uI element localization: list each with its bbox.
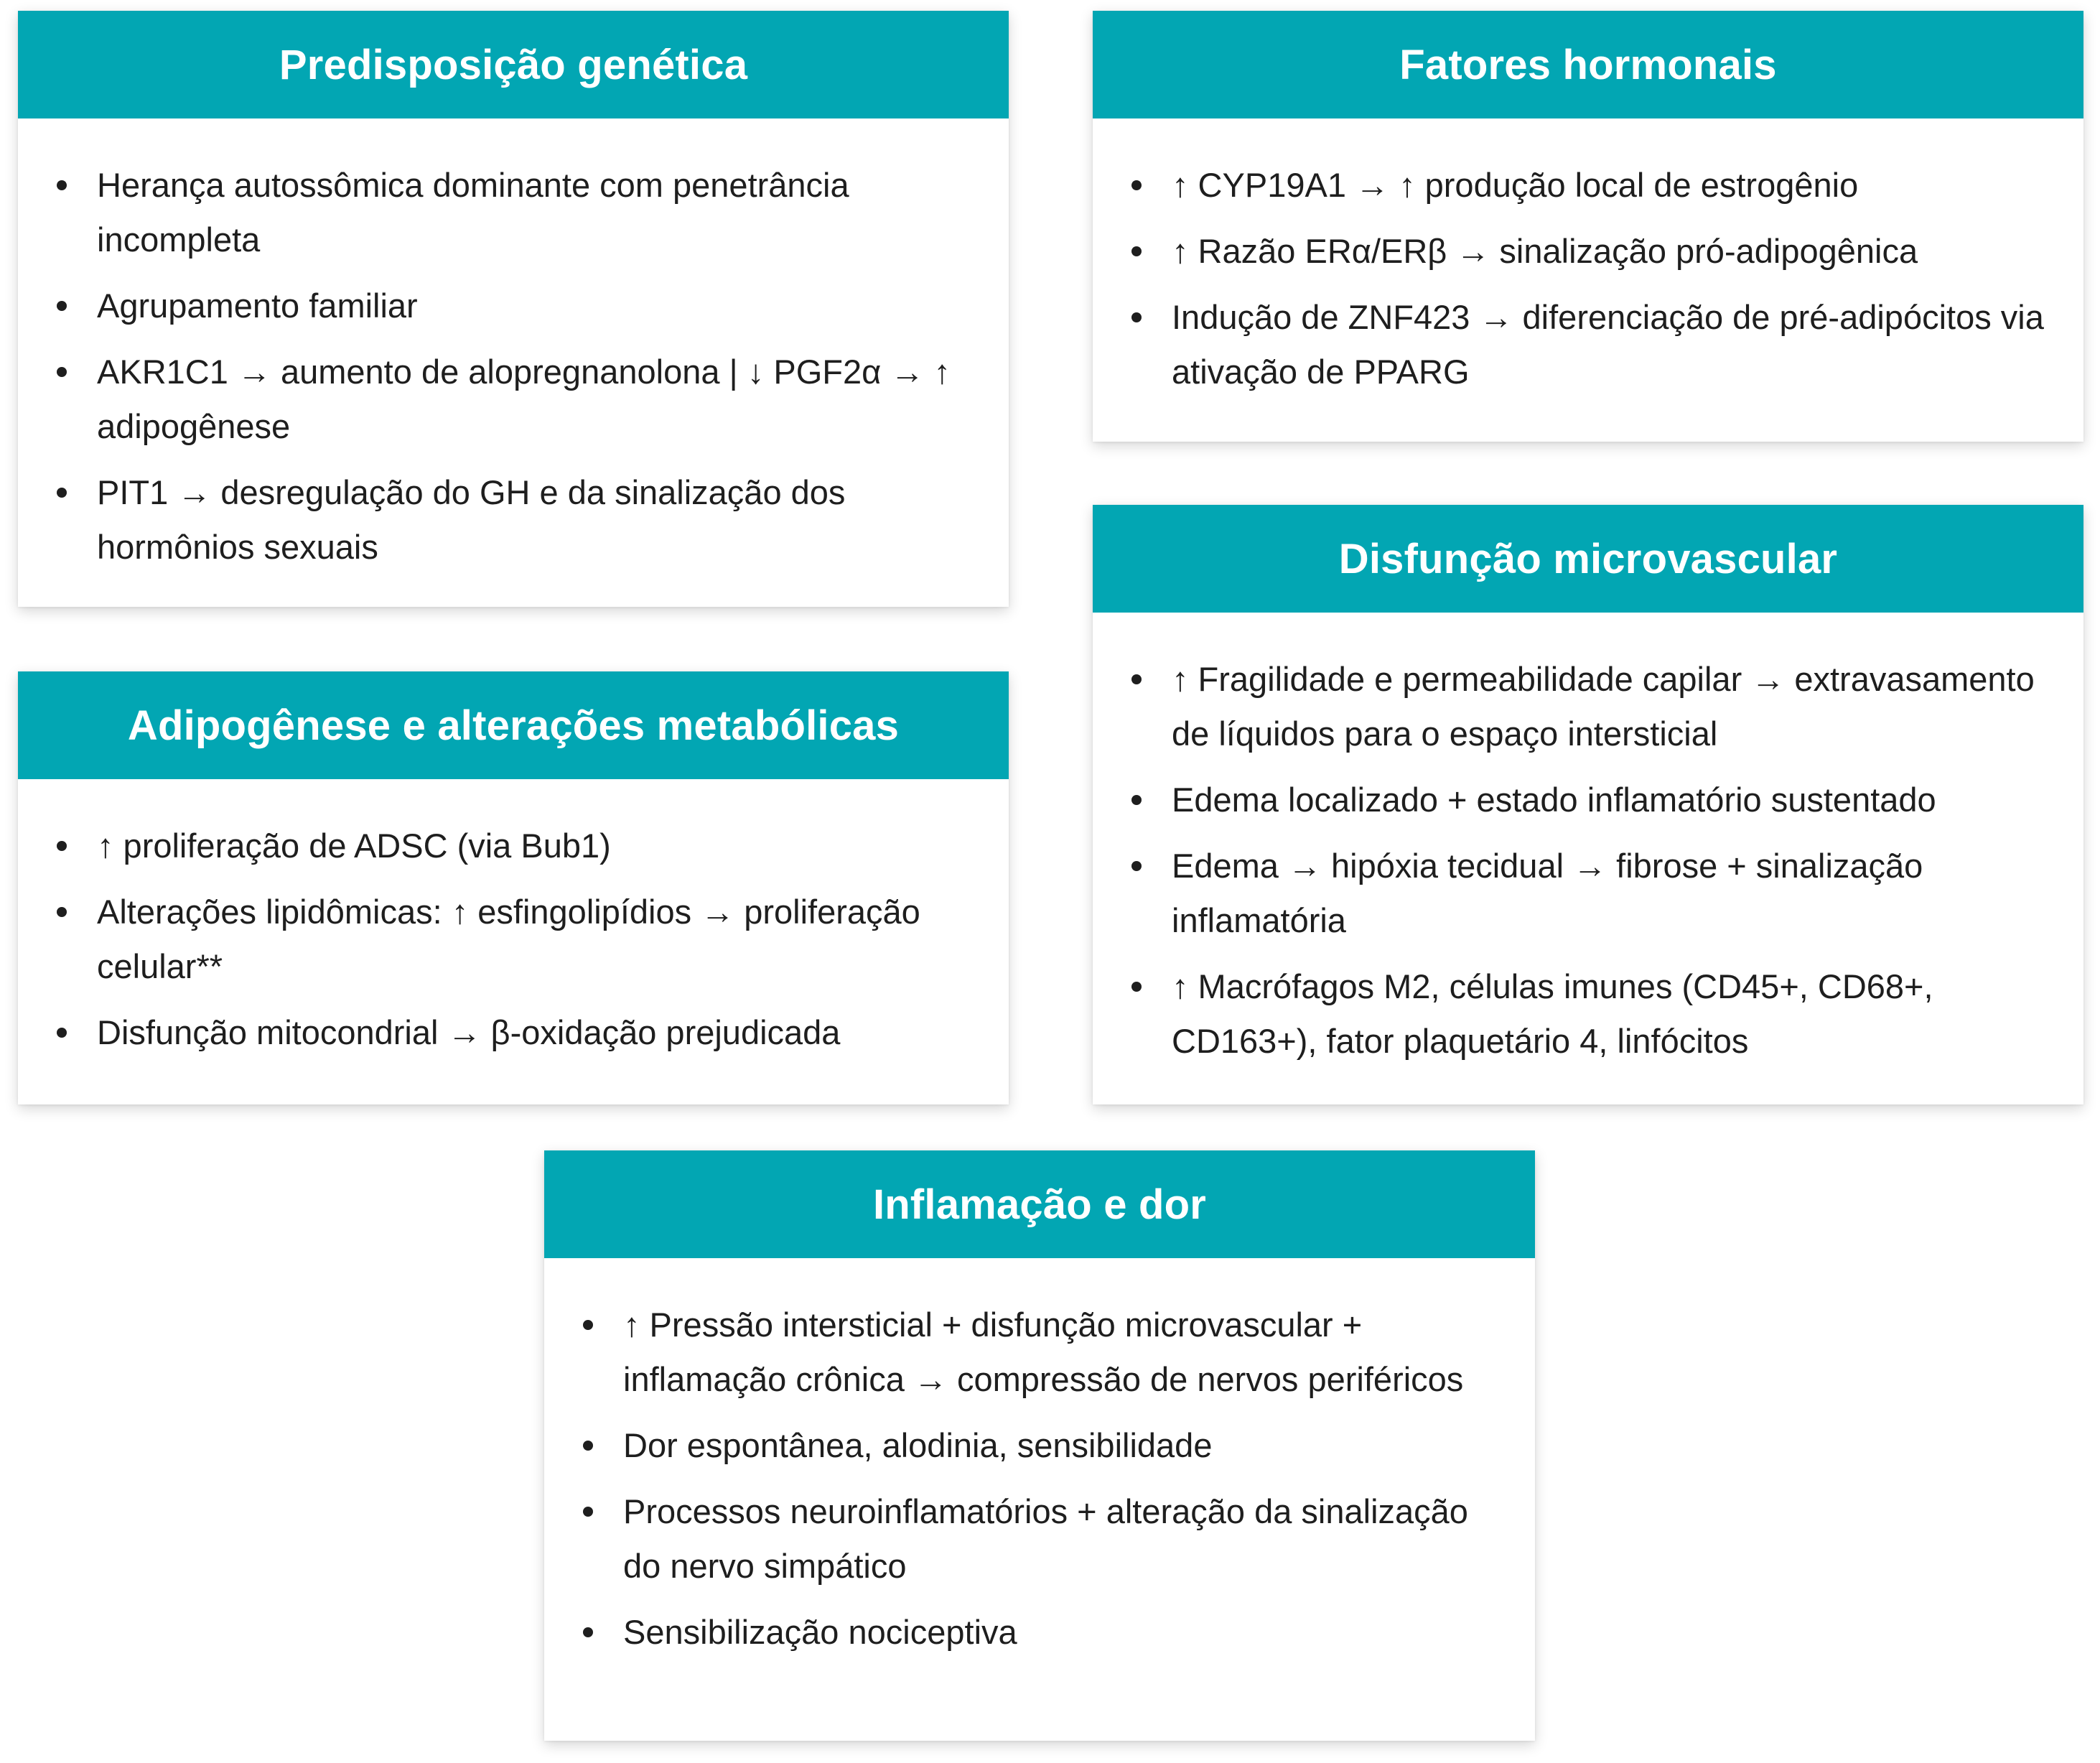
list-item: Edema localizado + estado inflamatório sustentado: [1172, 773, 2055, 827]
list-item: Disfunção mitocondrial → β-oxidação prejudicada: [97, 1005, 980, 1060]
item-list: [97, 819, 980, 1060]
card-title: Disfunção microvascular: [1093, 505, 2083, 613]
list-item: Alterações lipidômicas: ↑ esfingolipídios → proliferação celular**: [97, 885, 980, 994]
list-item: Indução de ZNF423 → diferenciação de pré-adipócitos via ativação de PPARG: [1172, 290, 2055, 399]
list-item: ↑ CYP19A1 → ↑ produção local de estrogênio: [1172, 158, 2055, 213]
card-adipogenese: [18, 671, 1009, 1104]
card-title: Predisposição genética: [18, 11, 1009, 118]
card-title: Adipogênese e alterações metabólicas: [18, 671, 1009, 779]
list-item: PIT1 → desregulação do GH e da sinalização dos hormônios sexuais: [97, 465, 980, 575]
card-title: Inflamação e dor: [544, 1150, 1535, 1258]
card-body: [18, 779, 1009, 1093]
item-list: [97, 158, 980, 575]
card-predisposicao-genetica: [18, 11, 1009, 607]
item-list: [623, 1298, 1506, 1660]
card-fatores-hormonais: [1093, 11, 2083, 442]
list-item: Processos neuroinflamatórios + alteração da sinalização do nervo simpático: [623, 1484, 1506, 1594]
list-item: Agrupamento familiar: [97, 279, 980, 333]
list-item: Herança autossômica dominante com penetrância incompleta: [97, 158, 980, 267]
card-disfuncao-microvascular: [1093, 505, 2083, 1104]
list-item: Sensibilização nociceptiva: [623, 1605, 1506, 1660]
list-item: ↑ Macrófagos M2, células imunes (CD45+, CD68+, CD163+), fator plaquetário 4, linfócitos: [1172, 959, 2055, 1069]
card-inflamacao-dor: [544, 1150, 1535, 1741]
item-list: [1172, 652, 2055, 1069]
card-title: Fatores hormonais: [1093, 11, 2083, 118]
list-item: Dor espontânea, alodinia, sensibilidade: [623, 1418, 1506, 1473]
list-item: ↑ Razão ERα/ERβ → sinalização pró-adipogênica: [1172, 224, 2055, 279]
list-item: ↑ proliferação de ADSC (via Bub1): [97, 819, 980, 873]
card-body: [1093, 613, 2083, 1102]
card-body: [544, 1258, 1535, 1693]
list-item: AKR1C1 → aumento de alopregnanolona | ↓ PGF2α → ↑ adipogênese: [97, 345, 980, 454]
list-item: ↑ Fragilidade e permeabilidade capilar → extravasamento de líquidos para o espaço intersticial: [1172, 652, 2055, 761]
card-body: [18, 118, 1009, 608]
card-body: [1093, 118, 2083, 432]
item-list: [1172, 158, 2055, 399]
list-item: ↑ Pressão intersticial + disfunção microvascular + inflamação crônica → compressão de nervos periféricos: [623, 1298, 1506, 1407]
list-item: Edema → hipóxia tecidual → fibrose + sinalização inflamatória: [1172, 839, 2055, 948]
